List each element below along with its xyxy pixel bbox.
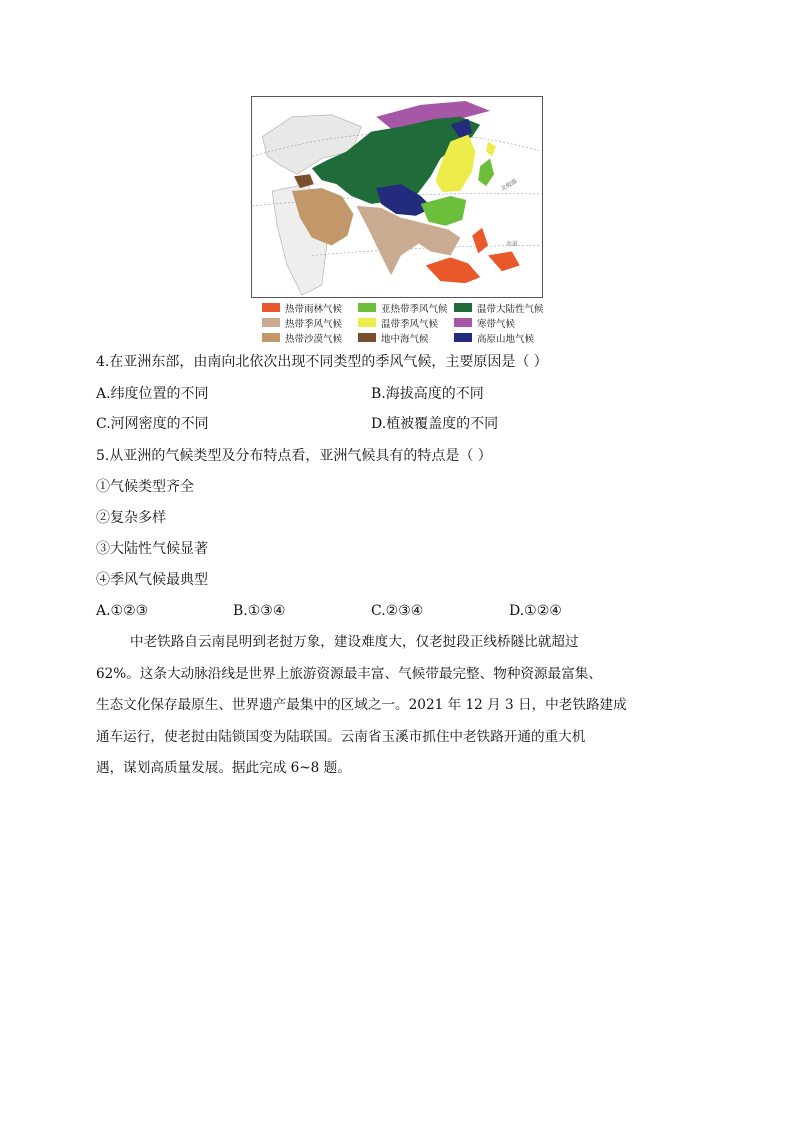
- question-5-option-d[interactable]: D.①②④: [509, 603, 562, 619]
- question-5-item: ①气候类型齐全: [96, 479, 194, 495]
- passage-line: 62%。这条大动脉沿线是世界上旅游资源最丰富、气候带最完整、物种资源最富集、: [96, 666, 602, 682]
- question-5-option-c[interactable]: C.②③④: [371, 603, 424, 619]
- question-5-option-a[interactable]: A.①②③: [96, 603, 149, 619]
- question-5-item: ④季风气候最典型: [96, 572, 208, 588]
- legend-swatch: [358, 318, 376, 327]
- passage-line: 中老铁路自云南昆明到老挝万象，建设难度大，仅老挝段正线桥隧比就超过: [130, 634, 579, 650]
- question-4-option-b[interactable]: B.海拔高度的不同: [371, 386, 484, 402]
- legend-item: 热带季风气候: [262, 316, 342, 329]
- label-equator: 赤道: [505, 240, 518, 248]
- question-5-option-b[interactable]: B.①③④: [233, 603, 286, 619]
- legend-item: 地中海气候: [358, 331, 429, 344]
- question-4-option-c[interactable]: C.河网密度的不同: [96, 416, 209, 432]
- legend-swatch: [454, 318, 472, 327]
- legend-swatch: [358, 303, 376, 312]
- legend-item: 寒带气候: [454, 316, 515, 329]
- legend-swatch: [358, 333, 376, 342]
- legend-item: 热带雨林气候: [262, 301, 342, 314]
- question-4-stem: 4.在亚洲东部，由南向北依次出现不同类型的季风气候，主要原因是（ ）: [96, 354, 548, 370]
- map-svg: [252, 97, 542, 297]
- legend-swatch: [262, 318, 280, 327]
- legend-swatch: [454, 303, 472, 312]
- legend-swatch: [262, 333, 280, 342]
- question-4-option-d[interactable]: D.植被覆盖度的不同: [371, 416, 499, 432]
- passage-line: 通车运行，使老挝由陆锁国变为陆联国。云南省玉溪市抓住中老铁路开通的重大机: [96, 729, 586, 745]
- legend-swatch: [262, 303, 280, 312]
- legend-item: 热带沙漠气候: [262, 331, 342, 344]
- asia-climate-map: [251, 96, 543, 298]
- legend-item: 温带大陆性气候: [454, 301, 544, 314]
- question-5-item: ③大陆性气候显著: [96, 541, 208, 557]
- legend-item: 温带季风气候: [358, 316, 438, 329]
- legend-item: 高原山地气候: [454, 331, 534, 344]
- question-4-option-a[interactable]: A.纬度位置的不同: [96, 386, 209, 402]
- legend-swatch: [454, 333, 472, 342]
- passage-line: 遇，谋划高质量发展。据此完成 6~8 题。: [96, 760, 351, 776]
- map-legend: [262, 301, 552, 345]
- label-arctic: 北极圈: [499, 177, 519, 193]
- question-5-stem: 5.从亚洲的气候类型及分布特点看，亚洲气候具有的特点是（ ）: [96, 448, 492, 464]
- question-5-item: ②复杂多样: [96, 510, 166, 526]
- passage-line: 生态文化保存最原生、世界遗产最集中的区域之一。2021 年 12 月 3 日，中老铁路建成: [96, 697, 627, 713]
- legend-item: 亚热带季风气候: [358, 301, 448, 314]
